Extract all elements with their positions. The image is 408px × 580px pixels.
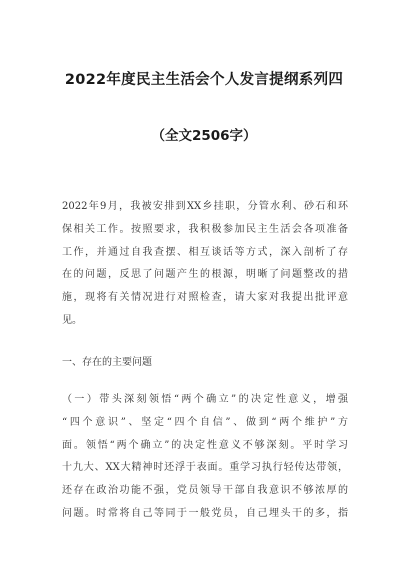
paragraph-line: 保相关工作。按照要求，我积极参加民主生活会各项准备: [62, 223, 348, 235]
paragraph-line: 在的问题，反思了问题产生的根源，明晰了问题整改的措: [62, 269, 348, 281]
section-heading: 一、存在的主要问题: [62, 357, 152, 368]
paragraph-line: 工作，并通过自我查摆、相互谈话等方式，深入剖析了存: [62, 246, 348, 258]
paragraph-line: 见。: [62, 314, 82, 326]
paragraph-line: 2022年9月，我被安排到XX乡挂职，分管水利、砂石和环: [62, 201, 348, 212]
paragraph-line: 施，现将有关情况进行对照检查，请大家对我提出批评意: [62, 292, 348, 304]
paragraph-line: 还存在政治功能不强，党员领导干部自我意识不够浓厚的: [62, 485, 348, 497]
paragraph-line: “四个意识”、坚定“四个自信”、做到“两个维护”方: [62, 416, 348, 428]
intro-paragraph: [62, 196, 348, 333]
paragraph-line: 问题。时常将自己等同于一般党员，自己埋头干的多，指: [62, 507, 348, 519]
paragraph-line: 十九大、XX大精神时还浮于表面。重学习执行轻传达带领，: [62, 462, 348, 474]
paragraph-line: （一）带头深刻领悟“两个确立”的决定性意义，增强: [62, 394, 348, 405]
document-subtitle: （全文2506字）: [151, 128, 257, 144]
paragraph-line: 面。领悟“两个确立”的决定性意义不够深刻。平时学习: [62, 439, 348, 451]
section-paragraph: [62, 389, 348, 526]
document-title: 2022年度民主生活会个人发言提纲系列四: [64, 72, 344, 88]
